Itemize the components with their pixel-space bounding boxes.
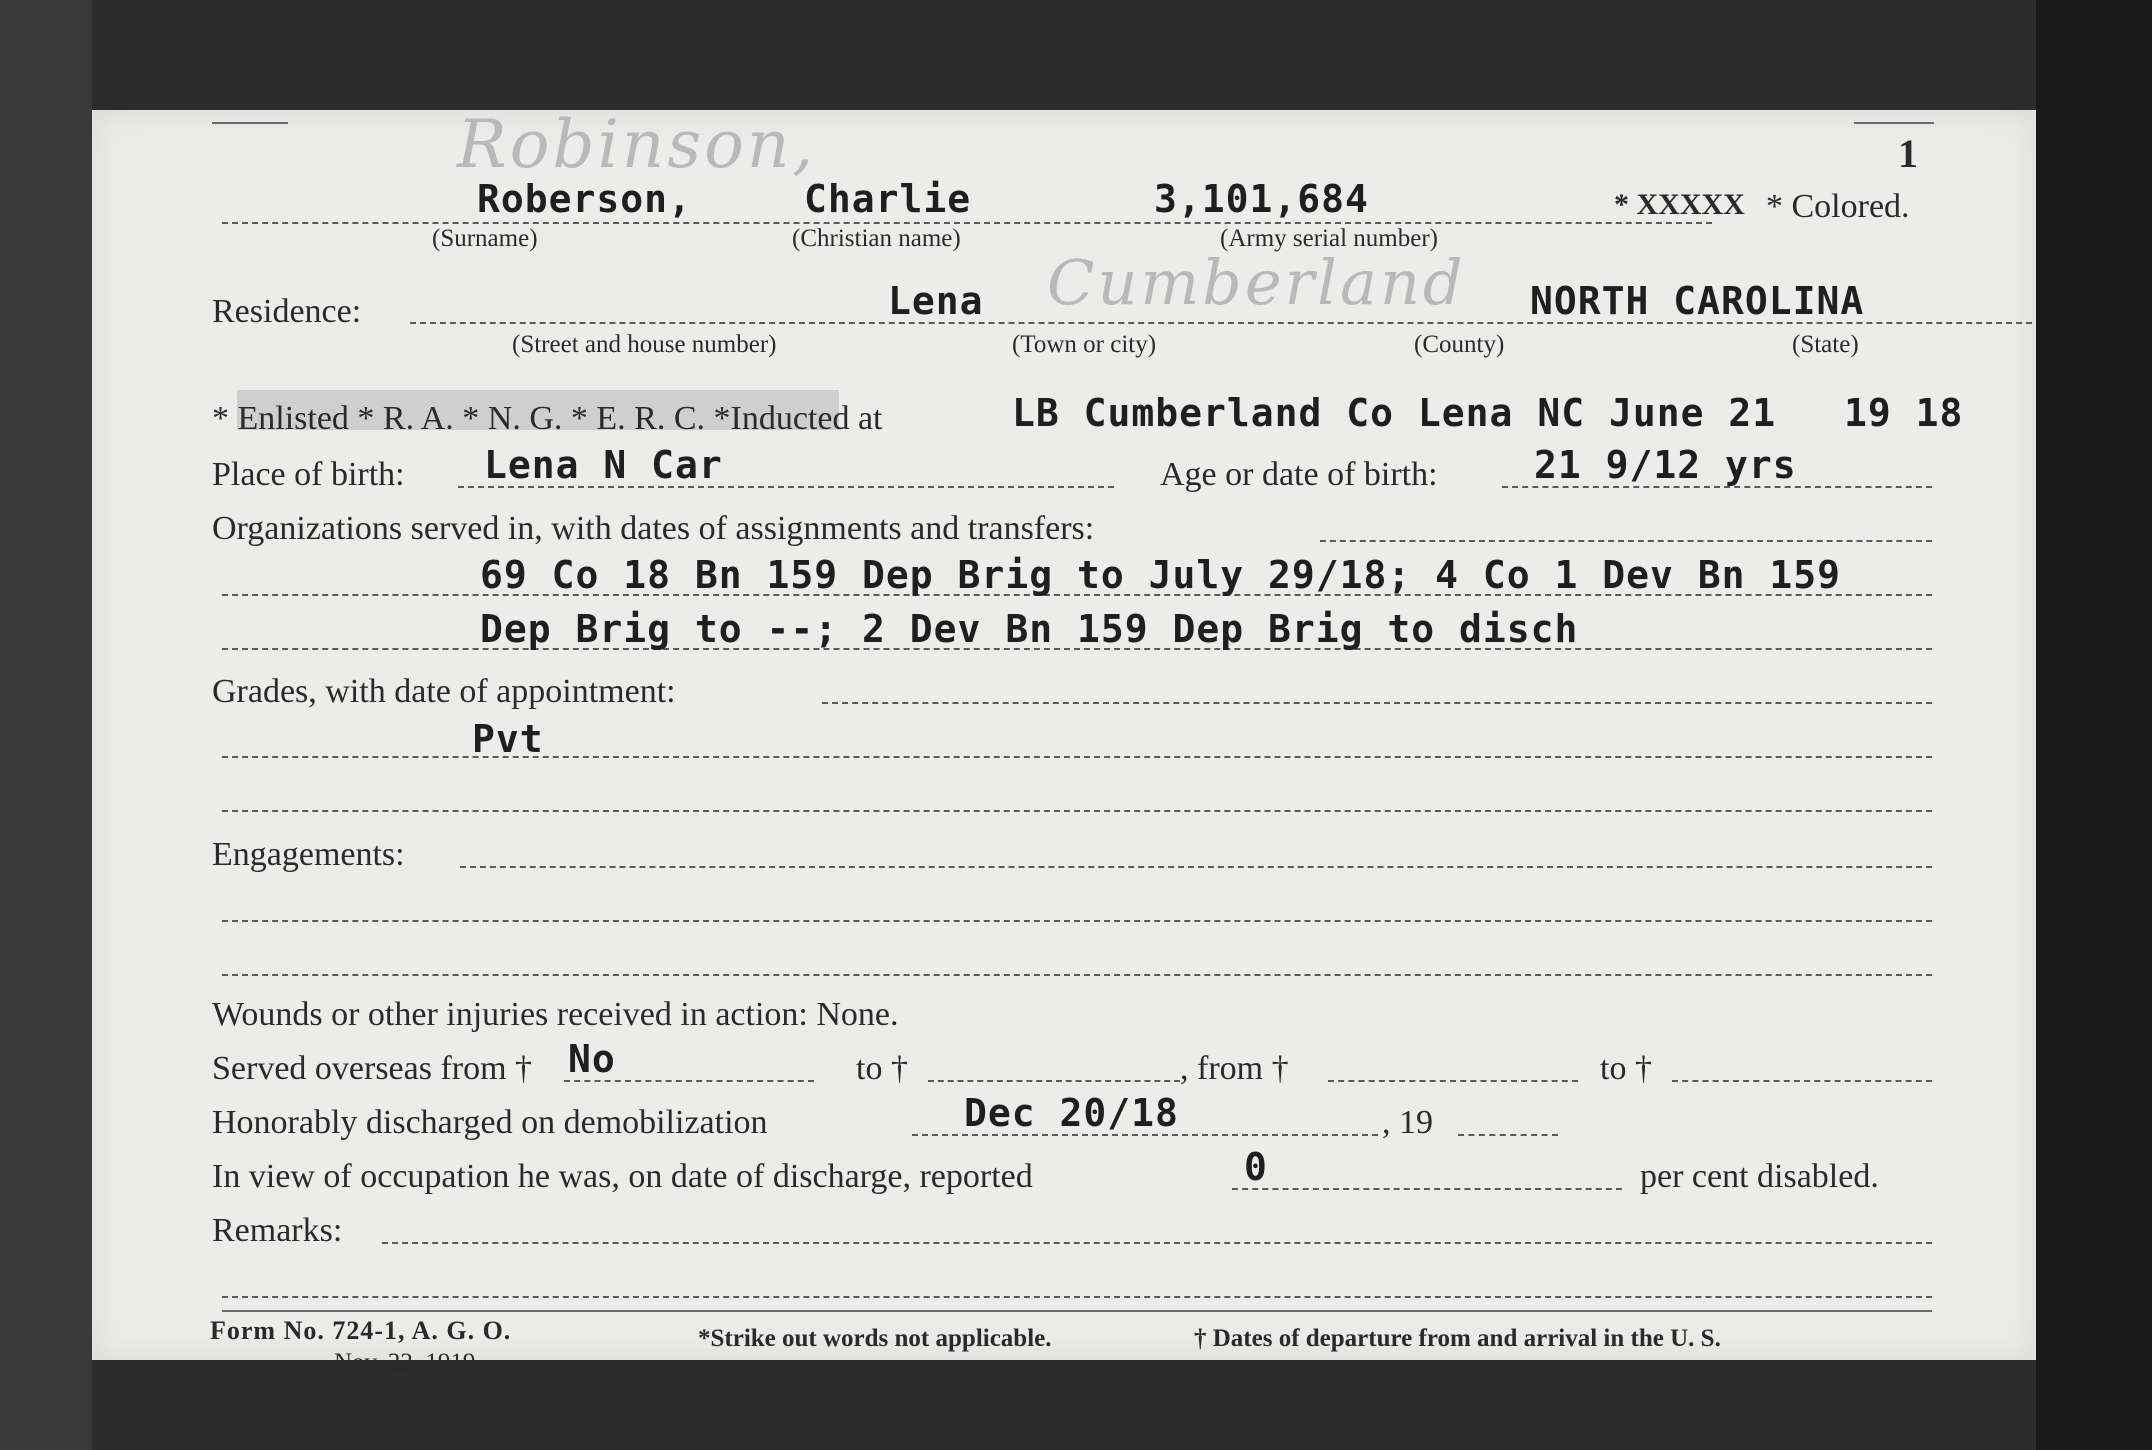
handwritten-county: Cumberland (1047, 246, 1466, 319)
grades-line-0 (822, 702, 1932, 704)
grades-label: Grades, with date of appointment: (212, 673, 676, 710)
race-struck: * XXXXX (1614, 188, 1745, 221)
residence-state-value: NORTH CAROLINA (1530, 279, 1865, 323)
wounds-text: Wounds or other injuries received in action: None. (212, 996, 899, 1033)
name-line (222, 222, 1712, 224)
handwritten-surname: Robinson, (457, 106, 817, 183)
place-of-birth-label: Place of birth: (212, 456, 405, 493)
serial-number-value: 3,101,684 (1154, 177, 1369, 221)
overseas-from-label: , from † (1180, 1050, 1289, 1087)
strike-note: *Strike out words not applicable. (698, 1325, 1052, 1352)
engagements-line-2 (222, 974, 1932, 976)
grades-line-2 (222, 810, 1932, 812)
engagements-label: Engagements: (212, 836, 405, 873)
grades-value: Pvt (472, 717, 544, 761)
discharge-label: Honorably discharged on demobilization (212, 1104, 768, 1141)
caption-town: (Town or city) (1012, 331, 1157, 358)
surname-value: Roberson, (477, 177, 692, 221)
corner-rule-left (212, 122, 288, 124)
discharge-year-line (1458, 1134, 1558, 1136)
service-record-card (92, 106, 2036, 1387)
engagements-line-1 (222, 920, 1932, 922)
remarks-line-1 (222, 1296, 1932, 1298)
organizations-value-2: Dep Brig to --; 2 Dev Bn 159 Dep Brig to disch (480, 607, 1579, 651)
caption-christian-name: (Christian name) (792, 225, 961, 252)
organizations-line-0 (1320, 540, 1932, 542)
overseas-to-line-1 (928, 1080, 1180, 1082)
form-number: Form No. 724-1, A. G. O. (210, 1316, 512, 1345)
caption-serial-number: (Army serial number) (1220, 225, 1438, 252)
overseas-label: Served overseas from † (212, 1050, 533, 1087)
disability-suffix: per cent disabled. (1640, 1158, 1879, 1195)
age-label: Age or date of birth: (1160, 456, 1438, 493)
residence-label: Residence: (212, 293, 362, 330)
disability-value: 0 (1244, 1145, 1268, 1189)
disability-line (1232, 1188, 1622, 1190)
card-number: 1 (1898, 131, 1918, 176)
residence-town-value: Lena (888, 279, 984, 323)
organizations-label: Organizations served in, with dates of assignments and transfers: (212, 510, 1095, 547)
overseas-from-line-2 (1328, 1080, 1578, 1082)
scan-border-right (2036, 0, 2152, 1450)
corner-rule-right (1854, 122, 1934, 124)
discharge-year-label: , 19 (1382, 1104, 1433, 1141)
enlisted-label: * Enlisted * R. A. * N. G. * E. R. C. *Inducted at (212, 400, 883, 437)
discharge-value: Dec 20/18 (964, 1091, 1179, 1135)
print-code: 3—7362 (1272, 1365, 1342, 1387)
caption-surname: (Surname) (432, 225, 538, 252)
inducted-value: LB Cumberland Co Lena NC June 21 (1012, 391, 1777, 435)
overseas-to-label-2: to † (1600, 1050, 1652, 1087)
engagements-line-0 (460, 866, 1932, 868)
race-colored: * Colored. (1766, 188, 1910, 225)
disability-label: In view of occupation he was, on date of discharge, reported (212, 1158, 1033, 1195)
overseas-to-line-2 (1672, 1080, 1932, 1082)
scan-border-left (0, 0, 92, 1450)
overseas-value: No (568, 1037, 616, 1081)
footer-rule (222, 1310, 1932, 1312)
place-of-birth-value: Lena N Car (484, 443, 723, 487)
caption-county: (County) (1414, 331, 1505, 358)
age-value: 21 9/12 yrs (1534, 443, 1797, 487)
organizations-value-1: 69 Co 18 Bn 159 Dep Brig to July 29/18; 4 Co 1 Dev Bn 159 (480, 553, 1842, 597)
dates-note: † Dates of departure from and arrival in the U. S. (1194, 1325, 1721, 1352)
remarks-label: Remarks: (212, 1212, 343, 1249)
caption-state: (State) (1792, 331, 1859, 358)
remarks-line-0 (382, 1242, 1932, 1244)
caption-street: (Street and house number) (512, 331, 777, 358)
christian-name-value: Charlie (804, 177, 972, 221)
inducted-year: 19 18 (1844, 391, 1964, 435)
overseas-to-label-1: to † (856, 1050, 908, 1087)
form-date: Nov. 22, 1919. (334, 1349, 482, 1376)
